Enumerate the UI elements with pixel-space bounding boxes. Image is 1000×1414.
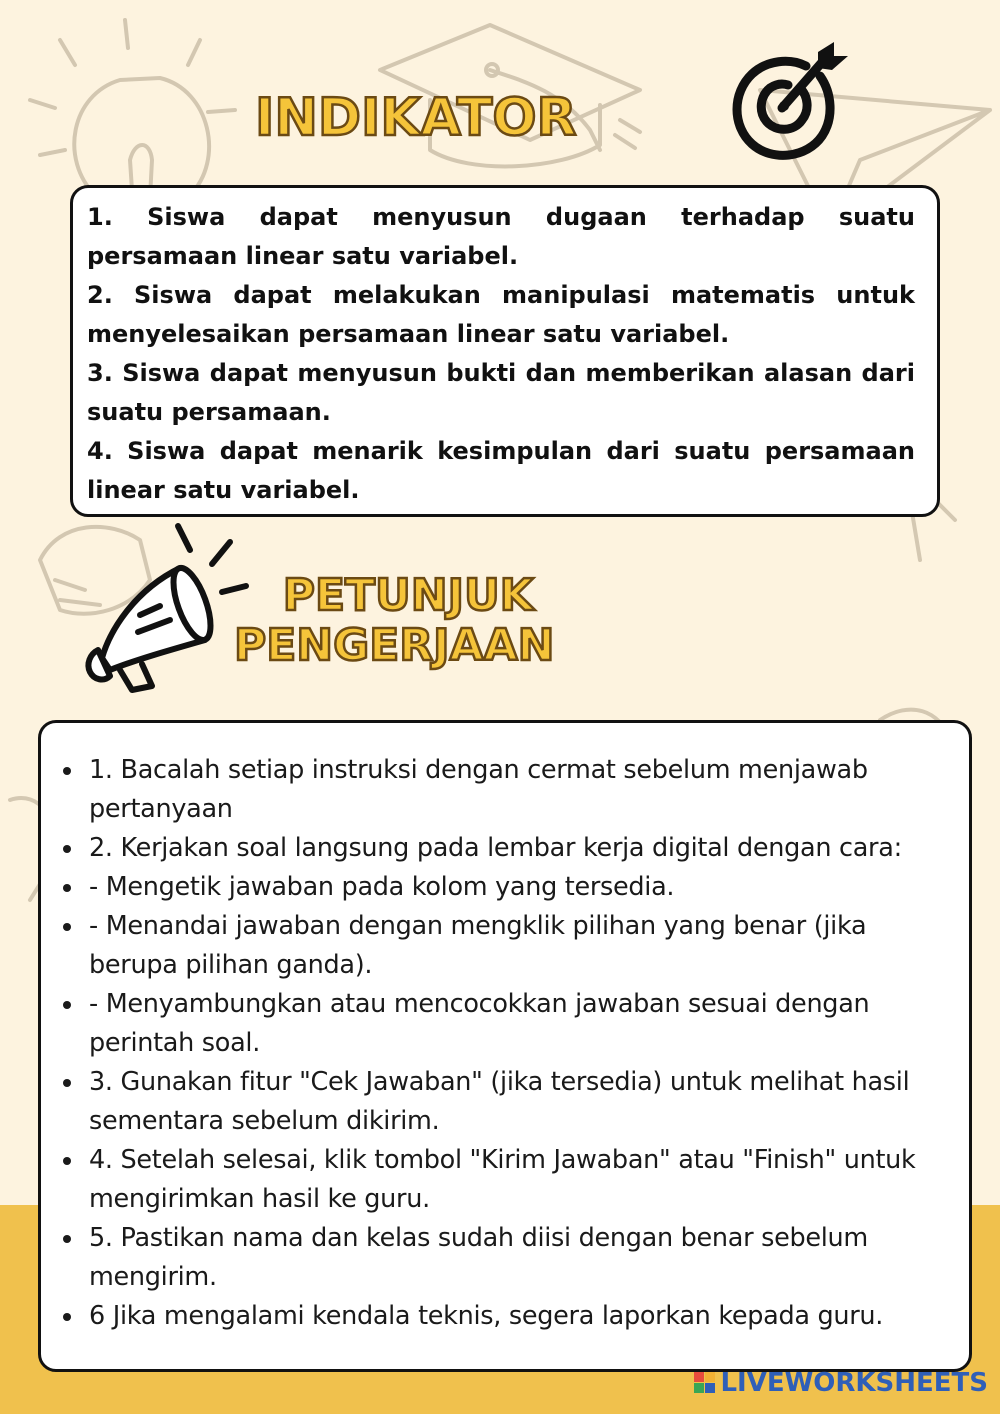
petunjuk-item: 1. Bacalah setiap instruksi dengan cermat sebelum menjawab pertanyaan [89, 751, 953, 829]
petunjuk-box [38, 720, 972, 1372]
petunjuk-item: 3. Gunakan fitur "Cek Jawaban" (jika tersedia) untuk melihat hasil sementara sebelum dikirim. [89, 1063, 953, 1141]
liveworksheets-logo-text: LIVEWORKSHEETS [720, 1368, 988, 1398]
target-icon [722, 38, 852, 168]
indikator-item: 4. Siswa dapat menarik kesimpulan dari suatu persamaan linear satu variabel. [87, 437, 915, 504]
indikator-item: 1. Siswa dapat menyusun dugaan terhadap suatu persamaan linear satu variabel. [87, 203, 915, 270]
petunjuk-item: 2. Kerjakan soal langsung pada lembar kerja digital dengan cara: [89, 829, 953, 868]
liveworksheets-logo[interactable] [694, 1368, 988, 1398]
petunjuk-list [51, 751, 953, 1336]
petunjuk-item: 6 Jika mengalami kendala teknis, segera laporkan kepada guru. [89, 1297, 953, 1336]
petunjuk-item: - Menandai jawaban dengan mengklik pilihan yang benar (jika berupa pilihan ganda). [89, 907, 953, 985]
indikator-box [70, 185, 940, 517]
petunjuk-heading [234, 570, 555, 671]
petunjuk-heading-line1: PETUNJUK [282, 570, 534, 621]
indikator-item: 3. Siswa dapat menyusun bukti dan memberikan alasan dari suatu persamaan. [87, 359, 915, 426]
indikator-heading: INDIKATOR [255, 88, 577, 148]
liveworksheets-logo-icon [694, 1372, 716, 1394]
petunjuk-item: - Mengetik jawaban pada kolom yang tersedia. [89, 868, 953, 907]
petunjuk-item: - Menyambungkan atau mencocokkan jawaban sesuai dengan perintah soal. [89, 985, 953, 1063]
petunjuk-item: 5. Pastikan nama dan kelas sudah diisi dengan benar sebelum mengirim. [89, 1219, 953, 1297]
indikator-item: 2. Siswa dapat melakukan manipulasi matematis untuk menyelesaikan persamaan linear satu variabel. [87, 281, 915, 348]
petunjuk-heading-line2: PENGERJAAN [234, 620, 555, 671]
indikator-list [87, 198, 915, 510]
petunjuk-item: 4. Setelah selesai, klik tombol "Kirim Jawaban" atau "Finish" untuk mengirimkan hasil ke guru. [89, 1141, 953, 1219]
megaphone-icon [80, 520, 250, 700]
